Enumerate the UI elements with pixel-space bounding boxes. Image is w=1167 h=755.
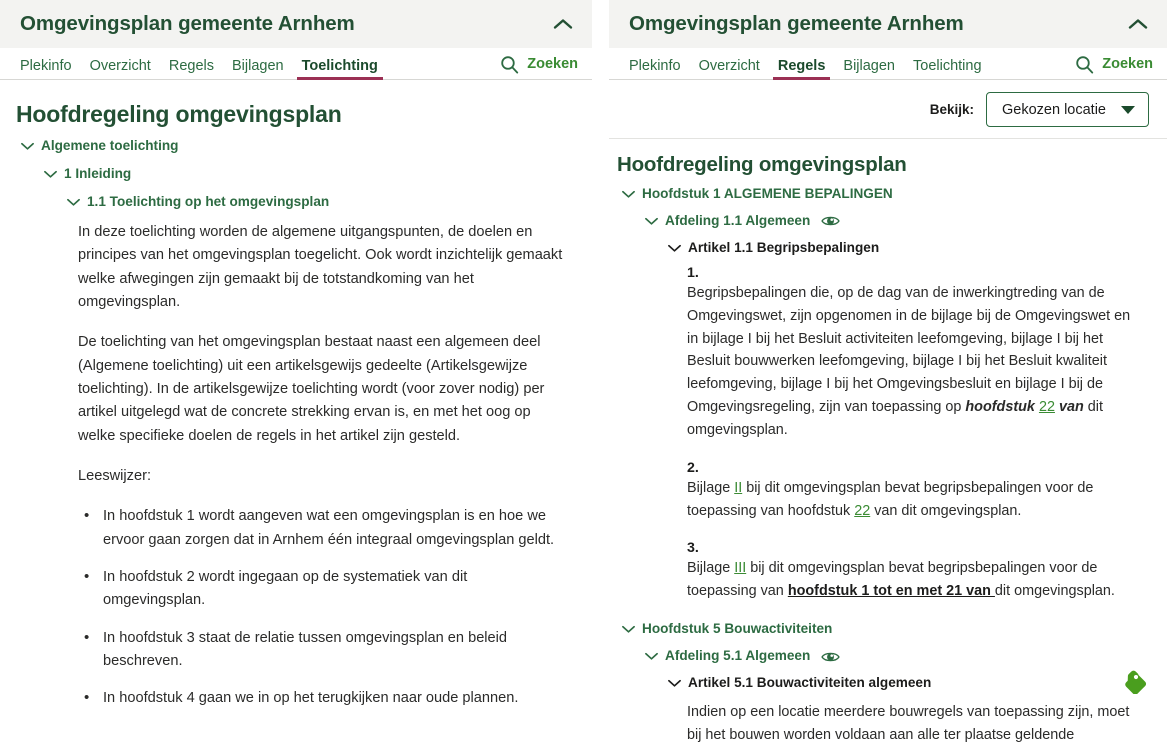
paragraph: Leeswijzer: [78,468,151,485]
leeswijzer-list [78,505,564,710]
tree-node-label[interactable]: 1 Inleiding [64,165,132,181]
chevron-down-icon[interactable] [621,623,635,637]
clause-number: 2. [687,459,699,476]
bekijk-selected-value: Gekozen locatie [1002,101,1106,118]
tab-overzicht[interactable]: Overzicht [89,57,151,74]
chapter-range-link[interactable]: hoofdstuk 1 tot en met 21 van [787,583,995,600]
tab-toelichting[interactable]: Toelichting [913,57,982,74]
tree-node-label[interactable]: Hoofdstuk 5 Bouwactiviteiten [642,621,833,637]
right-tab-list [629,59,1075,80]
clause-text-part: Bijlage [687,560,735,577]
clause-2 [687,460,1142,523]
left-tab-list [20,59,500,80]
clause-text-part: bij dit omgevingsplan bevat begripsbepalingen voor de toepassing van hoofdstuk [687,479,1094,519]
clause-text [687,557,1142,603]
clause-text-part: bij dit omgevingsplan bevat begripsbepalingen voor de toepassing van [687,560,1098,600]
tree-node-artikel-5-1[interactable] [667,675,1167,692]
tree-node-algemene-toelichting[interactable] [20,138,592,155]
clause-text-part: Begripsbepalingen die, op de dag van de inwerkingtreding van de Omgevingswet, zijn opgenomen in de bijlage bij de Omgevingswet en in bijlage I bij het Besluit activiteiten leefomgeving, bijlage I bij het Besluit bouwwerken leefomgeving, bijlage I bij het Besluit kwaliteit leefomgeving, bijlage I bij het Omgevingsbesluit en bijlage I bij de Omgevingsregeling, zijn van toepassing op [687,284,1131,416]
eye-icon[interactable] [821,214,840,228]
list-item: • In hoofdstuk 4 gaan we in op het terugkijken naar oude plannen. [78,687,564,710]
search-button[interactable] [500,55,578,79]
tree-node-label[interactable]: Afdeling 1.1 Algemeen [665,212,811,228]
bijlage-link[interactable]: II [734,479,743,496]
chevron-up-icon [1128,18,1148,30]
bijlage-link[interactable]: III [734,560,747,577]
tree-node-label[interactable]: Artikel 1.1 Begripsbepalingen [688,239,880,255]
clause-1 [687,265,1142,442]
tree-node-label[interactable]: Hoofdstuk 1 ALGEMENE BEPALINGEN [642,186,893,201]
chevron-down-icon[interactable] [66,195,80,209]
list-item: • In hoofdstuk 3 staat de relatie tussen omgevingsplan en beleid beschreven. [78,627,564,674]
collapse-panel-button[interactable] [1123,9,1153,39]
list-item: • In hoofdstuk 1 wordt aangeven wat een omgevingsplan is en hoe we ervoor gaan zorgen dat in Arnhem één integraal omgevingsplan geldt. [78,505,564,552]
left-tabbar [0,48,592,80]
tab-toelichting[interactable]: Toelichting [293,59,387,80]
chevron-down-icon[interactable] [20,139,34,153]
tree-node-1-inleiding[interactable] [43,166,592,183]
tree-node-artikel-1-1[interactable] [667,240,1167,257]
bekijk-row [609,80,1167,139]
clause-number: 3. [687,540,699,557]
chapter-link[interactable]: 22 [1038,399,1055,416]
tree-node-hoofdstuk-1[interactable] [621,186,1167,203]
paragraph: In deze toelichting worden de algemene uitgangspunten, de doelen en principes van het omgevingsplan toegelicht. Ook wordt inzichtelijk gemaakt welke afwegingen zijn gemaakt bij de totstandkoming van het omgevingsplan. [78,223,563,310]
paragraph: De toelichting van het omgevingsplan bestaat naast een algemeen deel (Algemene toelichting) uit een artikelsgewijs gedeelte (Artikelsgewijze toelichting). In de artikelsgewijze toelichting wordt (voor zover nodig) per artikel uitgelegd wat de concrete strekking ervan is, en met het oog op welke specifieke doelen de regels in het artikel zijn gesteld. [78,334,545,444]
clause-text-part: van dit omgevingsplan. [870,502,1022,519]
tree-node-label[interactable]: Algemene toelichting [41,138,179,153]
left-panel-header [0,0,592,48]
list-item: • In hoofdstuk 2 wordt ingegaan op de systematiek van dit omgevingsplan. [78,566,564,613]
search-label: Zoeken [1102,56,1153,73]
tree-node-label[interactable]: Afdeling 5.1 Algemeen [665,648,811,664]
tree-node-afdeling-1-1[interactable] [644,213,1167,230]
tag-icon[interactable] [1123,668,1149,700]
search-icon [1075,55,1094,74]
chapter5-body-wrap [687,701,1142,747]
article-body-text: Indien op een locatie meerdere bouwregels van toepassing zijn, moet bij het bouwen worden voldaan aan alle ter plaatse geldende [687,704,1130,743]
bekijk-label: Bekijk: [929,102,974,117]
clause-text [687,477,1142,523]
chevron-down-icon[interactable] [621,187,635,201]
tree-node-label[interactable]: Artikel 5.1 Bouwactiviteiten algemeen [688,675,932,691]
chevron-down-icon[interactable] [644,214,658,228]
right-panel-title: Omgevingsplan gemeente Arnhem [629,12,964,35]
chevron-up-icon [553,18,573,30]
tab-regels[interactable]: Regels [168,57,214,74]
chapter-link[interactable]: 22 [854,502,871,519]
clause-text [687,282,1142,442]
right-document-title: Hoofdregeling omgevingsplan [617,153,907,176]
clause-text-part: dit omgevingsplan. [994,583,1115,600]
left-document-title: Hoofdregeling omgevingsplan [16,101,342,127]
tab-bijlagen[interactable]: Bijlagen [843,57,895,74]
tree-node-1-1-toelichting[interactable] [66,194,592,211]
chevron-down-icon[interactable] [43,167,57,181]
left-content [78,221,564,711]
clause-text-part: dit omgevingsplan. [687,399,1103,438]
left-panel-body [0,80,592,755]
right-panel [609,0,1167,755]
emphasis: van [1058,399,1084,416]
collapse-panel-button[interactable] [548,9,578,39]
tab-overzicht[interactable]: Overzicht [698,57,760,74]
chevron-down-icon [1121,106,1135,114]
emphasis: hoofdstuk [965,399,1035,416]
right-content [687,265,1142,603]
tree-node-afdeling-5-1[interactable] [644,648,1167,665]
chevron-down-icon[interactable] [667,677,681,691]
clause-number: 1. [687,264,699,281]
search-button[interactable] [1075,55,1153,79]
right-panel-body [609,139,1167,755]
tree-node-hoofdstuk-5[interactable] [621,621,1167,638]
clause-text-part: Bijlage [687,479,735,496]
tree-node-label[interactable]: 1.1 Toelichting op het omgevingsplan [87,193,330,209]
left-panel-title: Omgevingsplan gemeente Arnhem [20,12,355,35]
clause-3 [687,540,1142,603]
eye-icon[interactable] [821,650,840,664]
tab-plekinfo[interactable]: Plekinfo [20,57,72,74]
search-icon [500,55,519,74]
right-tabbar [609,48,1167,80]
chevron-down-icon[interactable] [644,650,658,664]
tab-regels[interactable]: Regels [769,59,835,80]
tab-bijlagen[interactable]: Bijlagen [231,57,284,74]
search-label: Zoeken [527,56,578,73]
right-panel-header [609,0,1167,48]
chevron-down-icon[interactable] [667,241,681,255]
tab-plekinfo[interactable]: Plekinfo [629,57,681,74]
bekijk-dropdown[interactable] [986,92,1149,127]
